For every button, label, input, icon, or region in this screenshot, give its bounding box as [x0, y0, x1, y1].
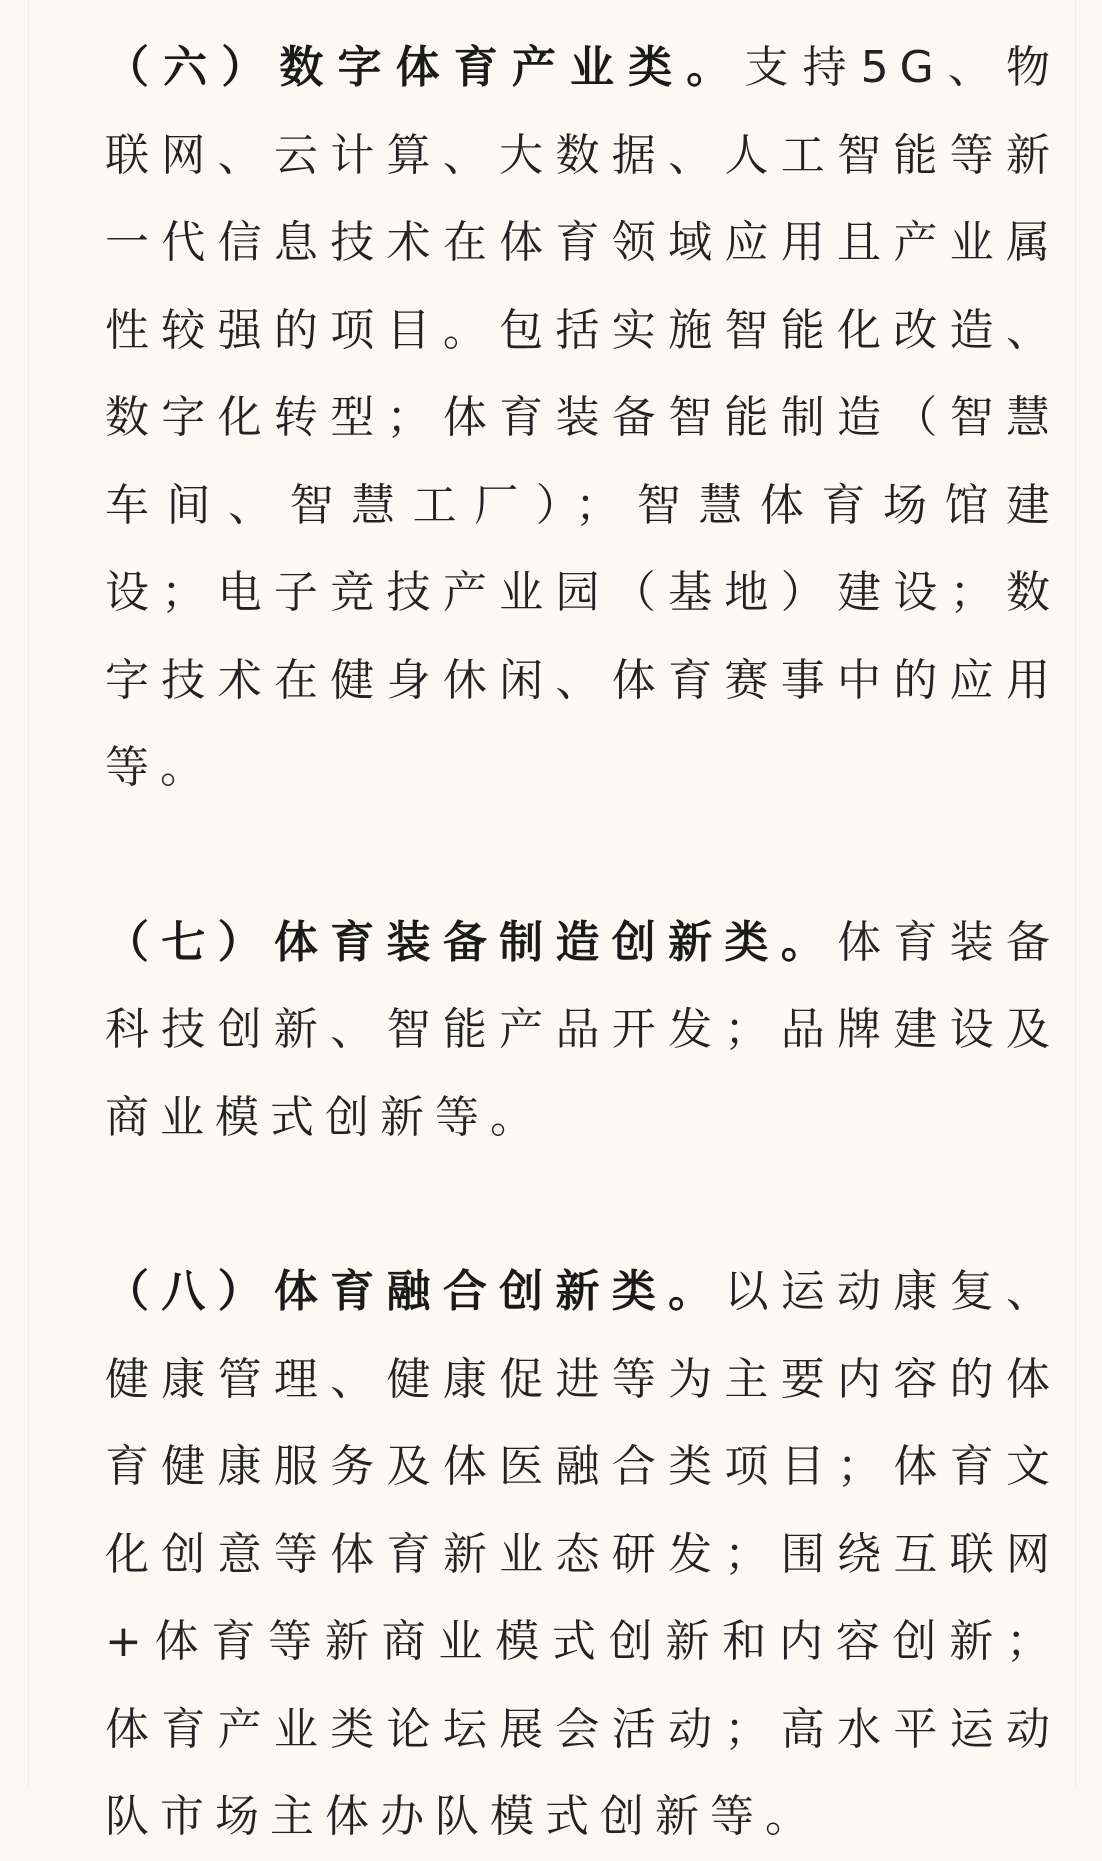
paragraph-heading: （七）体育装备制造创新类。	[105, 916, 838, 968]
paragraph-heading: （八）体育融合创新类。	[105, 1266, 725, 1317]
paragraph-equipment-manufacturing	[105, 899, 1061, 1162]
paragraph-heading: （六）数字体育产业类。	[105, 42, 745, 93]
paragraph-text: 以运动康复、健康管理、健康促进等为主要内容的体育健康服务及体医融合类项目；体育文化创意等体育新业态研发；围绕互联网+体育等新商业模式创新和内容创新；体育产业类论坛展会活动；高水平运动队市场主体办队模式创新等。	[105, 1266, 1061, 1842]
article-body	[105, 24, 1061, 1861]
paragraph-digital-sports	[105, 24, 1061, 812]
paragraph-text: 支持5G、物联网、云计算、大数据、人工智能等新一代信息技术在体育领域应用且产业属性较强的项目。包括实施智能化改造、数字化转型；体育装备智能制造（智慧车间、智慧工厂）；智慧体育场馆建设；电子竞技产业园（基地）建设；数字技术在健身休闲、体育赛事中的应用等。	[105, 42, 1062, 793]
article-page	[28, 0, 1076, 1842]
paragraph-integration-innovation	[105, 1248, 1061, 1861]
paragraph-text: 体育装备科技创新、智能产品开发；品牌建设及商业模式创新等。	[105, 916, 1061, 1143]
